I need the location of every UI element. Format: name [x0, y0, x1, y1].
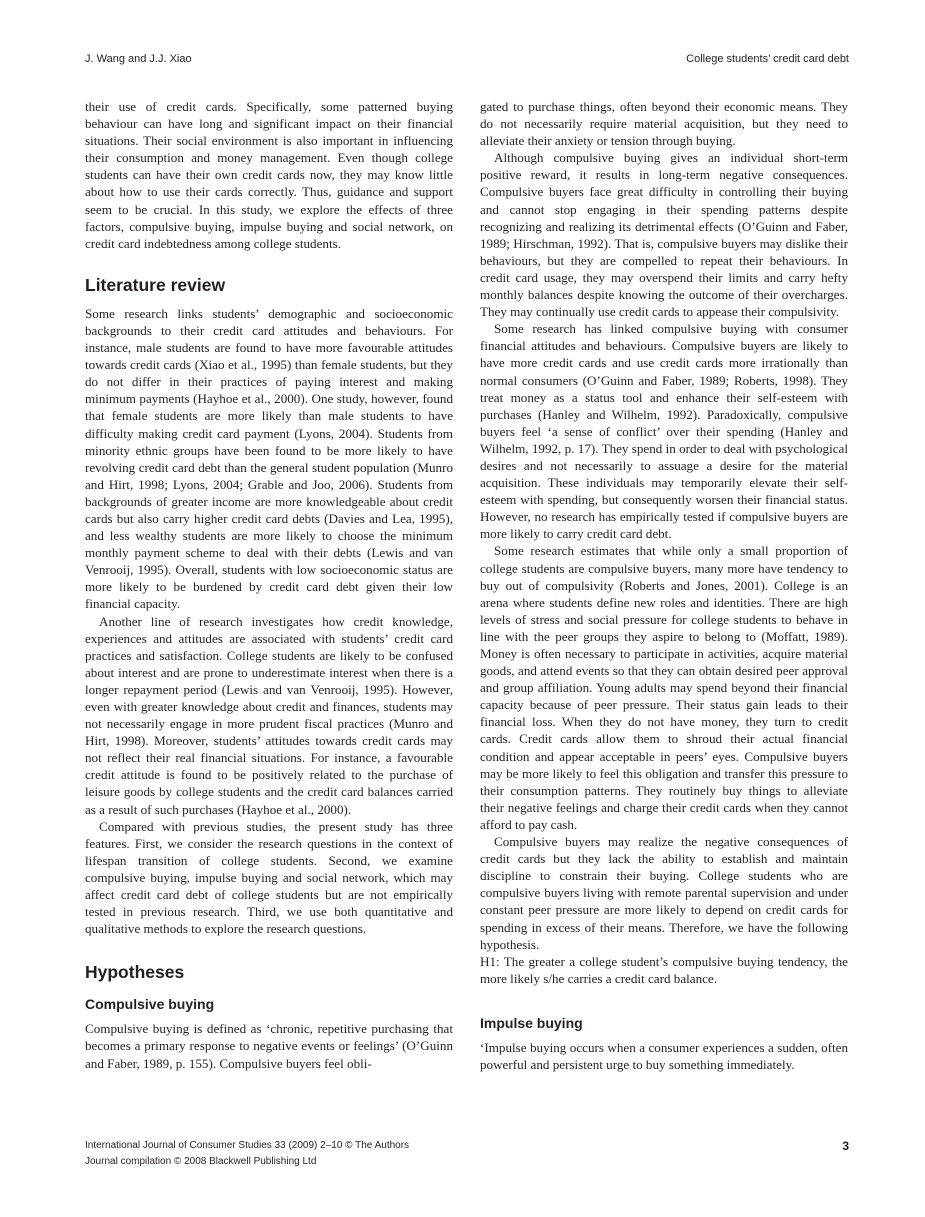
right-column	[480, 98, 848, 1073]
paragraph: Some research has linked compulsive buying with consumer financial attitudes and behaviours. Compulsive buyers are likely to have more credit cards and use credit cards more irrationally than normal consumers (O’Guinn and Faber, 1989; Roberts, 1998). They treat money as a status tool and enhance their self-esteem with purchases (Hanley and Wilhelm, 1992). Paradoxically, compulsive buyers feel ‘a sense of conflict’ over their spending (Hanley and Wilhelm, 1992, p. 17). They spend in order to deal with psychological desires and not necessarily to assuage a desire for the material acquisition. These individuals may temporarily elevate their self-esteem with spending, but consequently worsen their financial status. However, no research has empirically tested if compulsive buyers are more likely to carry credit card debt.	[480, 321, 848, 542]
subsection-heading-compulsive-buying: Compulsive buying	[85, 996, 215, 1013]
footer-journal-citation: International Journal of Consumer Studies 33 (2009) 2–10 © The Authors	[85, 1140, 410, 1151]
paragraph: Compulsive buying is defined as ‘chronic, repetitive purchasing that becomes a primary response to negative events or feelings’ (O’Guinn and Faber, 1989, p. 155). Compulsive buyers feel obli-	[85, 1021, 453, 1071]
footer-copyright: Journal compilation © 2008 Blackwell Publishing Ltd	[85, 1156, 317, 1167]
paragraph: ‘Impulse buying occurs when a consumer experiences a sudden, often powerful and persistent urge to buy something immediately.	[480, 1039, 848, 1072]
section-heading-hypotheses: Hypotheses	[85, 962, 185, 983]
section-heading-literature-review: Literature review	[85, 274, 226, 295]
subsection-heading-impulse-buying: Impulse buying	[480, 1014, 583, 1031]
paragraph: their use of credit cards. Specifically, some patterned buying behaviour can have long and significant impact on their financial situations. Their social environment is also important in influencing their consumption and money management. Even though college students can have their own credit cards now, they may know little about how to use their cards correctly. Thus, guidance and support seem to be crucial. In this study, we explore the effects of three factors, compulsive buying, impulse buying and social network, on credit card indebtedness among college students.	[85, 99, 453, 251]
paragraph: Although compulsive buying gives an individual short-term positive reward, it results in long-term negative consequences. Compulsive buyers face great difficulty in controlling their buying and cannot stop engaging in their spending patterns despite recognizing and realizing its detrimental effects (O’Guinn and Faber, 1989; Hirschman, 1992). That is, compulsive buyers may dislike their behaviours, but they are compelled to repeat their behaviours. In credit card usage, they may overspend their limits and carry hefty monthly balances despite knowing the outcome of their overcharges. They may continually use credit cards to appease their compulsivity.	[480, 150, 848, 320]
paragraph: Compared with previous studies, the present study has three features. First, we consider the research questions in the context of lifespan transition of college students. Second, we examine compulsive buying, impulse buying and social network, which may affect credit card debt of college students but are not empirically tested in previous research. Third, we use both quantitative and qualitative methods to explore the research questions.	[85, 818, 453, 937]
paragraph: Some research links students’ demographic and socioeconomic backgrounds to their credit card attitudes and behaviours. For instance, male students are found to have more favourable attitudes towards credit cards (Xiao et al., 1995) than female students, but they do not differ in their practices of paying interest and making minimum payments (Hayhoe et al., 2000). One study, however, found that female students are more likely than male students to have difficulty making credit card payment (Lyons, 2004). Students from minority ethnic groups have been found to be more likely to have revolving credit card debt than the general student population (Munro and Hirt, 1998; Lyons, 2004; Grable and Joo, 2006). Students from backgrounds of greater income are more knowledgeable about credit cards but also carry higher credit card debts (Davies and Lea, 1995), and less wealthy students are more likely to choose the minimum monthly payment scheme to deal with their debts (Lewis and van Venrooij, 1995). Overall, students with low socioeconomic status are more likely to be burdened by credit card debt given their low financial capacity.	[85, 305, 453, 612]
paragraph: Another line of research investigates how credit knowledge, experiences and attitudes are associated with students’ credit card practices and satisfaction. College students are likely to be confused about interest and are prone to underestimate interest when there is a longer repayment period (Lewis and van Venrooij, 1995). However, even with greater knowledge about credit and finances, students may not necessarily engage in more prudent fiscal practices (Munro and Hirt, 1998). Moreover, students’ attitudes towards credit cards may not reflect their real financial situations. For instance, a favourable credit attitude is found to be positively related to the purchase of leisure goods by college students and the credit card balances carried as a result of such purchases (Hayhoe et al., 2000).	[85, 613, 453, 817]
header-running-title: College students’ credit card debt	[686, 53, 849, 65]
page-number: 3	[842, 1139, 849, 1153]
left-column	[85, 98, 453, 1072]
page-footer	[85, 1138, 849, 1170]
hypothesis-h1: H1: The greater a college student’s compulsive buying tendency, the more likely s/he carries a credit card balance.	[480, 953, 848, 986]
paragraph: gated to purchase things, often beyond their economic means. They do not necessarily require material acquisition, but they need to alleviate their anxiety or tension through buying.	[480, 99, 848, 149]
running-header	[85, 53, 849, 69]
paragraph: Compulsive buyers may realize the negative consequences of credit cards but they lack the ability to establish and maintain discipline to constrain their buying. College students who are compulsive buyers living with remote parental supervision and under constant peer pressure are more likely to depend on credit cards for spending in excess of their means. Therefore, we have the following hypothesis.	[480, 834, 848, 952]
paragraph: Some research estimates that while only a small proportion of college students are compulsive buyers, many more have tendency to buy out of compulsivity (Roberts and Jones, 2001). College is an arena where students define new roles and identities. There are high levels of stress and social pressure for college students to behave in line with the peer groups they aspire to belong to (Moffatt, 1989). Money is often necessary to participate in activities, acquire material goods, and attend events so that they can obtain desired peer approval and group affiliation. Young adults may spend beyond their financial capacity because of peer pressure. Their status gain leads to their financial loss. When they do not have money, they turn to credit cards. Credit cards allow them to shroud their actual financial condition and appear acceptable in peers’ eyes. Compulsive buyers may be more likely to feel this obligation and transfer this pressure to their consumption patterns. They routinely buy things to alleviate their negative feelings and charge their credit cards when they cannot afford to pay cash.	[480, 543, 848, 832]
header-authors: J. Wang and J.J. Xiao	[85, 53, 192, 65]
